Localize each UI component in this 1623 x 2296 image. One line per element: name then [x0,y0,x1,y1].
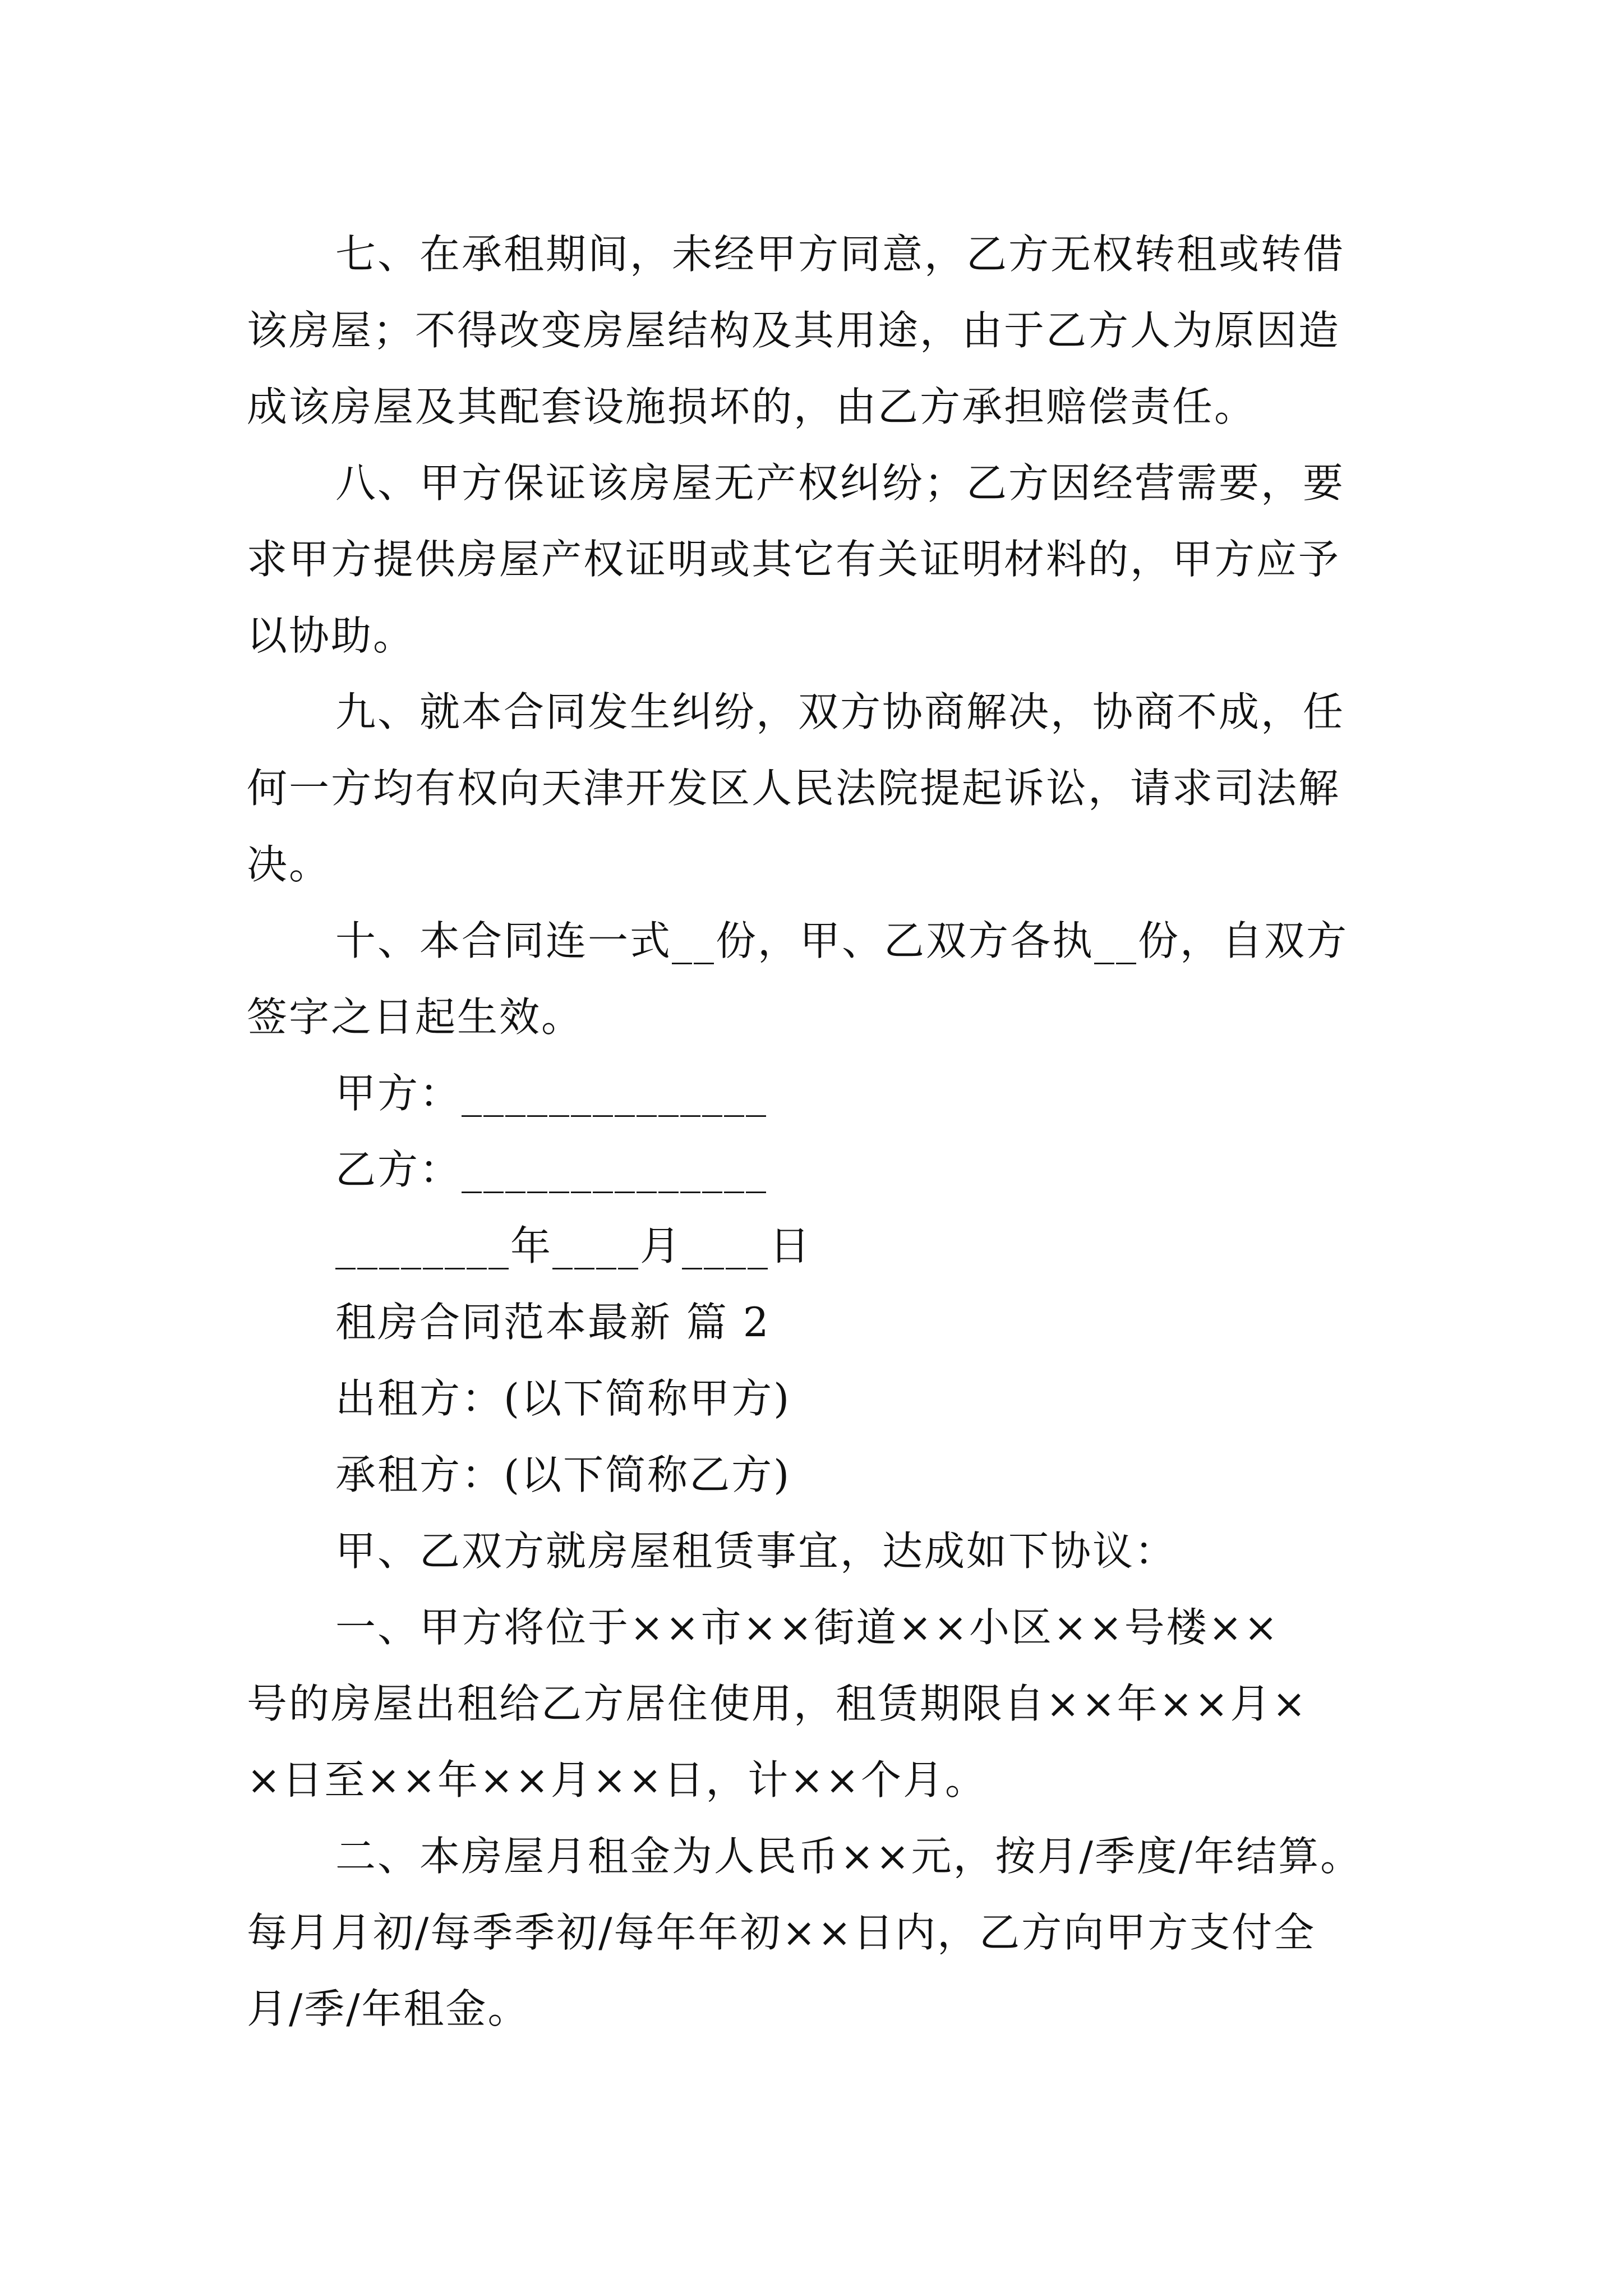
lessor-line: 出租方：(以下简称甲方) [335,1375,791,1422]
article-1-line-1: 一、甲方将位于××市××街道××小区××号楼×× [335,1604,1280,1651]
article-2-line-3: 月/季/年租金。 [247,1985,530,2032]
clause-10-line-2: 签字之日起生效。 [247,993,584,1041]
clause-10-line-1: 十、本合同连一式__份，甲、乙双方各执__份，自双方 [335,917,1349,964]
clause-9-line-2: 何一方均有权向天津开发区人民法院提起诉讼，请求司法解 [247,765,1341,812]
clause-8-line-1: 八、甲方保证该房屋无产权纠纷；乙方因经营需要，要 [335,459,1345,507]
agreement-intro: 甲、乙双方就房屋租赁事宜，达成如下协议： [335,1527,1177,1575]
article-1-line-2: 号的房屋出租给乙方居住使用，租赁期限自××年××月× [247,1680,1308,1727]
section-heading: 租房合同范本最新 篇 2 [335,1299,771,1346]
article-1-line-3: ×日至××年××月××日，计××个月。 [247,1756,987,1803]
clause-8-line-2: 求甲方提供房屋产权证明或其它有关证明材料的，甲方应予 [247,536,1341,583]
clause-9-line-3: 决。 [247,841,331,888]
date-line: ________年____月____日 [335,1222,811,1269]
article-2-line-2: 每月月初/每季季初/每年年初××日内，乙方向甲方支付全 [247,1909,1316,1956]
clause-7-line-1: 七、在承租期间，未经甲方同意，乙方无权转租或转借 [335,231,1345,278]
party-a-signature-line: 甲方：______________ [335,1070,768,1117]
article-2-line-1: 二、本房屋月租金为人民币××元，按月/季度/年结算。 [335,1833,1363,1880]
clause-7-line-2: 该房屋；不得改变房屋结构及其用途，由于乙方人为原因造 [247,307,1341,354]
party-b-signature-line: 乙方：______________ [335,1146,768,1193]
document-body [247,216,1380,2047]
clause-7-line-3: 成该房屋及其配套设施损坏的，由乙方承担赔偿责任。 [247,383,1257,430]
clause-8-line-3: 以协助。 [247,612,416,659]
clause-9-line-1: 九、就本合同发生纠纷，双方协商解决，协商不成，任 [335,688,1345,735]
lessee-line: 承租方：(以下简称乙方) [335,1451,791,1498]
